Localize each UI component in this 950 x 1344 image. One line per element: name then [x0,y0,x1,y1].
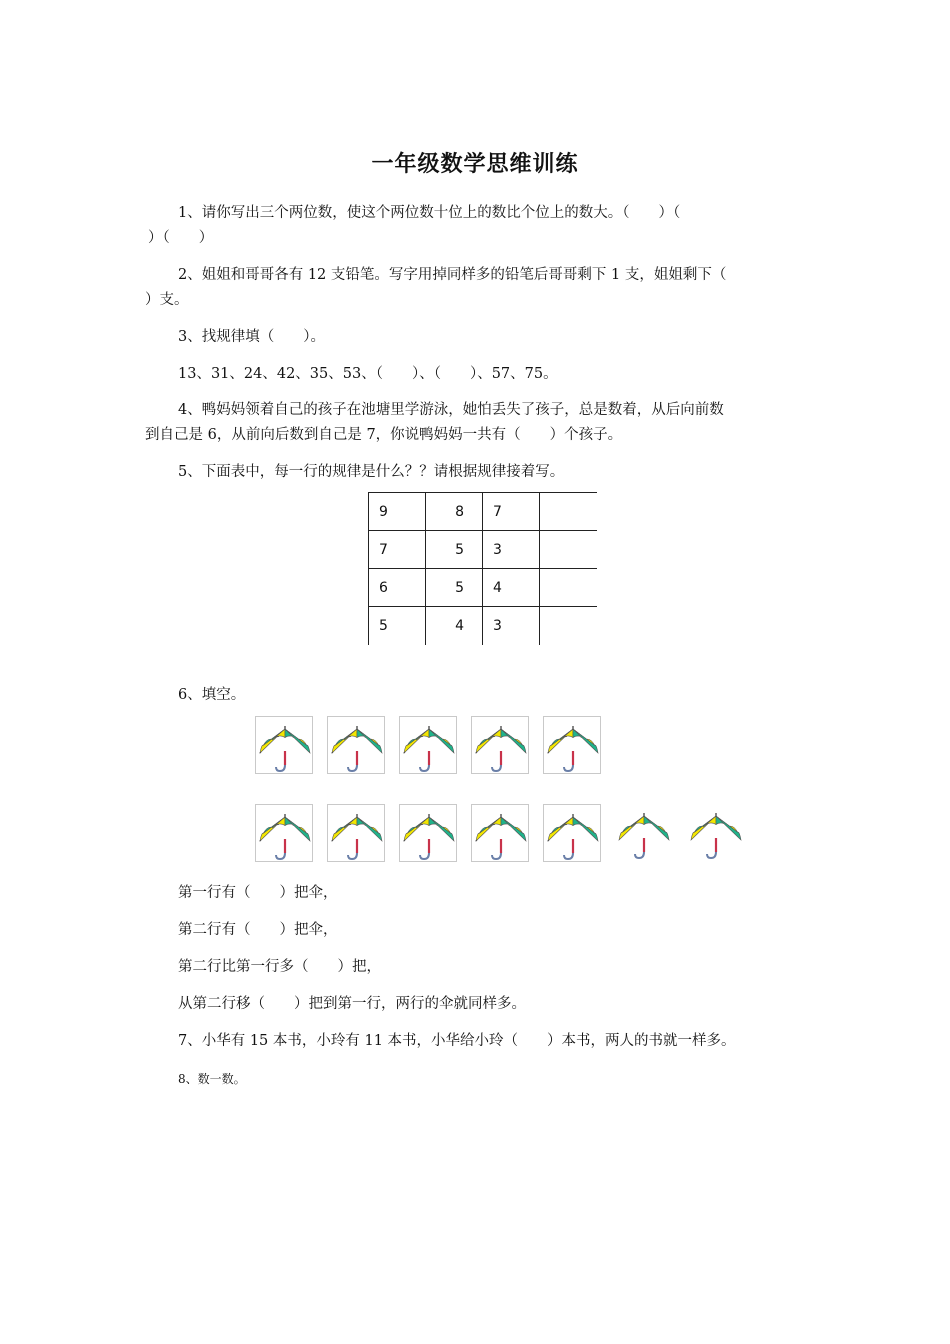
table-cell: 5 [369,607,426,645]
q7-text: 7、小华有 15 本书，小玲有 11 本书，小华给小玲（ ）本书，两人的书就一样多。 [178,1033,736,1049]
umbrella-icon [471,716,529,774]
q5-text: 5、下面表中，每一行的规律是什么？？请根据规律接着写。 [178,464,565,480]
umbrella-icon [255,716,313,774]
table-row [369,531,597,569]
table-cell: 7 [369,531,426,569]
table-cell: 5 [426,531,483,569]
table-row [369,493,597,531]
umbrella-icon [399,804,457,862]
table-cell: 4 [426,607,483,645]
table-row [369,607,597,645]
table-cell-blank[interactable] [540,607,597,645]
umbrella-icon [327,804,385,862]
table-cell-blank[interactable] [540,493,597,531]
q6-blank-2: 第二行有（ ）把伞， [178,922,338,938]
umbrella-icon [399,716,457,774]
page-title: 一年级数学思维训练 [371,151,579,177]
table-row [369,569,597,607]
q2-text-cont: ）支。 [145,292,189,308]
table-cell: 4 [483,569,540,607]
umbrella-icon [327,716,385,774]
q6-blank-4: 从第二行移（ ）把到第一行，两行的伞就同样多。 [178,996,526,1012]
table-cell: 8 [426,493,483,531]
table-cell-blank[interactable] [540,531,597,569]
q6-blank-3: 第二行比第一行多（ ）把， [178,959,381,975]
umbrella-icon [255,804,313,862]
q2-text: 2、姐姐和哥哥各有 12 支铅笔。写字用掉同样多的铅笔后哥哥剩下 1 支，姐姐剩下（ [178,267,727,283]
q3-sequence: 13、31、24、42、35、53、（ ）、（ ）、57、75。 [178,366,558,382]
umbrella-icon [615,804,673,862]
table-cell: 3 [483,607,540,645]
umbrella-icon [687,804,745,862]
table-cell: 5 [426,569,483,607]
q1-text: 1、请你写出三个两位数，使这个两位数十位上的数比个位上的数大。（ ）（ [178,205,681,221]
umbrella-icon [471,804,529,862]
q6-text: 6、填空。 [178,687,246,703]
q4-text-cont: 到自己是 6，从前向后数到自己是 7，你说鸭妈妈一共有（ ）个孩子。 [145,427,623,443]
table-cell: 3 [483,531,540,569]
q8-text: 8、数一数。 [178,1072,246,1086]
q6-blank-1: 第一行有（ ）把伞， [178,885,338,901]
q3-text: 3、找规律填（ ）。 [178,329,325,345]
pattern-table [368,492,597,645]
table-cell-blank[interactable] [540,569,597,607]
table-cell: 9 [369,493,426,531]
q1-text-cont: ）（ ） [148,230,214,246]
umbrella-icon [543,716,601,774]
umbrella-icon [543,804,601,862]
table-cell: 7 [483,493,540,531]
table-cell: 6 [369,569,426,607]
q4-text: 4、鸭妈妈领着自己的孩子在池塘里学游泳，她怕丢失了孩子，总是数着，从后向前数 [178,402,724,418]
